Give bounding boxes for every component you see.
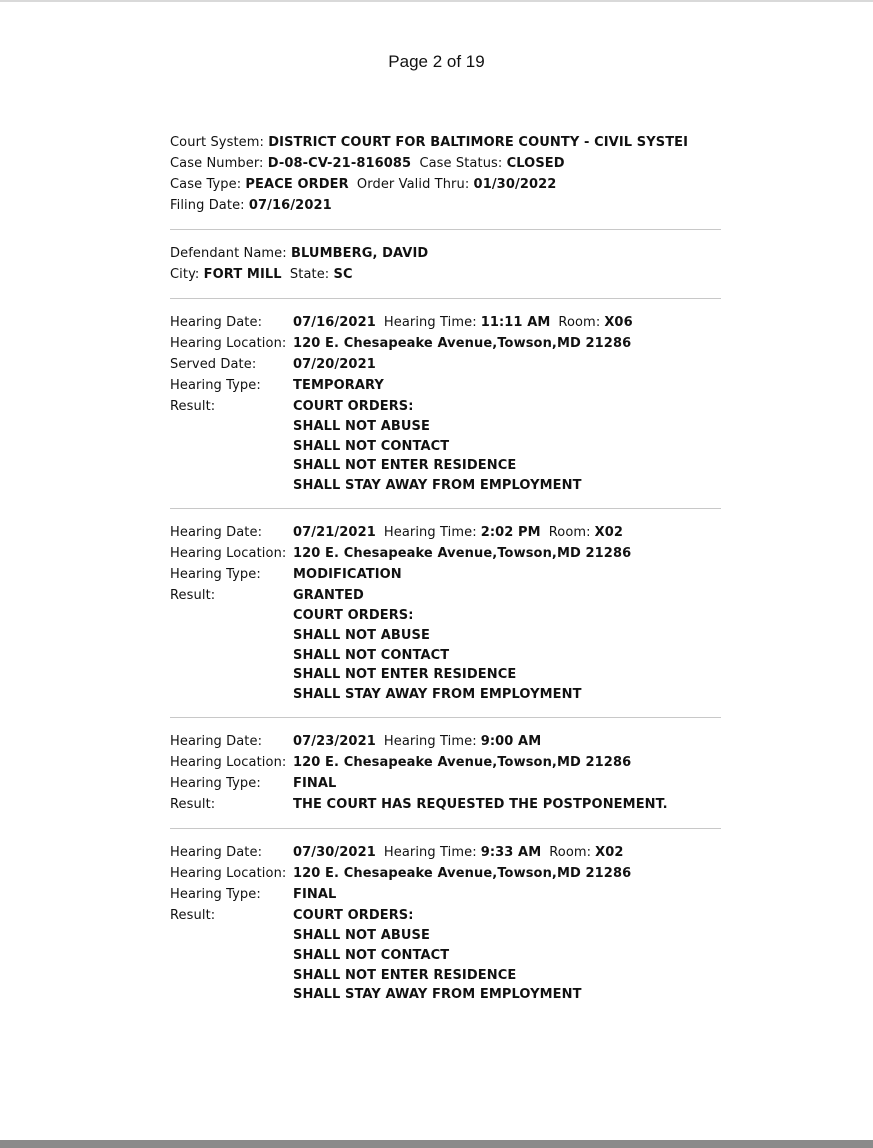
defendant-name-label: Defendant Name:	[170, 246, 287, 261]
hearing-date-row	[170, 312, 721, 333]
filing-date-value: 07/16/2021	[248, 198, 332, 213]
defendant-name-value: BLUMBERG, DAVID	[290, 246, 429, 261]
hearing-type-row	[170, 375, 721, 396]
case-document	[170, 132, 721, 1005]
hearing-location-label: Hearing Location:	[170, 546, 287, 562]
hearing-time-value: 9:00 AM	[480, 734, 542, 750]
served-date-label: Served Date:	[170, 357, 257, 372]
order-valid-value: 01/30/2022	[473, 177, 557, 192]
case-status-label: Case Status:	[419, 156, 503, 171]
order-valid-label: Order Valid Thru:	[356, 177, 470, 192]
hearing-type-value: FINAL	[293, 776, 337, 792]
hearing-location-label: Hearing Location:	[170, 336, 287, 351]
hearing-type-label: Hearing Type:	[170, 567, 261, 583]
hearing-type-row	[170, 564, 721, 585]
result-line: SHALL NOT CONTACT	[293, 438, 450, 454]
result-line: GRANTED	[293, 588, 364, 604]
served-date-row	[170, 354, 721, 375]
hearing-location-value: 120 E. Chesapeake Avenue,Towson,MD 21286	[293, 755, 632, 771]
result-line: SHALL NOT CONTACT	[293, 947, 450, 963]
hearing-location-value: 120 E. Chesapeake Avenue,Towson,MD 21286	[293, 336, 632, 351]
result-lines	[293, 606, 721, 704]
result-line: SHALL STAY AWAY FROM EMPLOYMENT	[293, 477, 582, 493]
court-system-value: DISTRICT COURT FOR BALTIMORE COUNTY - CIVIL SYSTEI	[268, 135, 689, 150]
hearing-time-value: 9:33 AM	[480, 845, 542, 861]
result-line: SHALL STAY AWAY FROM EMPLOYMENT	[293, 686, 582, 702]
hearing-date-value: 07/21/2021	[293, 525, 376, 541]
state-label: State:	[289, 267, 330, 282]
window-bottom-bar	[0, 1140, 873, 1148]
result-row	[170, 396, 721, 417]
hearing-location-label: Hearing Location:	[170, 866, 287, 882]
case-number-label: Case Number:	[170, 156, 264, 171]
result-row	[170, 905, 721, 926]
hearing-location-row	[170, 543, 721, 564]
hearing-date-row	[170, 842, 721, 863]
hearing-time-value: 11:11 AM	[480, 315, 551, 330]
hearing-section	[170, 312, 721, 495]
section-divider	[170, 298, 721, 299]
hearing-location-value: 120 E. Chesapeake Avenue,Towson,MD 21286	[293, 866, 632, 882]
city-label: City:	[170, 267, 200, 282]
filing-date-label: Filing Date:	[170, 198, 245, 213]
result-lines	[293, 417, 721, 495]
hearing-location-row	[170, 863, 721, 884]
top-border	[0, 0, 873, 2]
result-label: Result:	[170, 588, 216, 604]
court-system-line	[170, 132, 721, 153]
result-line: SHALL NOT ENTER RESIDENCE	[293, 458, 517, 474]
filing-date-line	[170, 195, 721, 216]
result-line: SHALL NOT CONTACT	[293, 647, 450, 663]
room-label: Room:	[558, 315, 601, 330]
case-type-line	[170, 174, 721, 195]
room-value: X02	[594, 525, 624, 541]
result-label: Result:	[170, 399, 216, 414]
result-line: COURT ORDERS:	[293, 908, 414, 924]
result-line: SHALL STAY AWAY FROM EMPLOYMENT	[293, 987, 582, 1003]
hearing-time-label: Hearing Time:	[383, 315, 477, 330]
hearing-date-label: Hearing Date:	[170, 315, 263, 330]
result-line: SHALL NOT ENTER RESIDENCE	[293, 667, 517, 683]
hearing-location-row	[170, 333, 721, 354]
result-line: SHALL NOT ABUSE	[293, 419, 430, 434]
hearing-date-value: 07/23/2021	[293, 734, 376, 750]
defendant-section	[170, 243, 721, 285]
hearing-type-row	[170, 773, 721, 794]
section-divider	[170, 229, 721, 230]
hearing-type-value: FINAL	[293, 887, 337, 903]
section-divider	[170, 717, 721, 718]
case-type-value: PEACE ORDER	[245, 177, 349, 192]
hearing-location-value: 120 E. Chesapeake Avenue,Towson,MD 21286	[293, 546, 632, 562]
hearing-type-label: Hearing Type:	[170, 776, 261, 792]
hearing-section	[170, 842, 721, 1004]
hearing-type-value: MODIFICATION	[293, 567, 402, 583]
case-number-value: D-08-CV-21-816085	[267, 156, 412, 171]
result-line: SHALL NOT ABUSE	[293, 928, 430, 944]
result-line: COURT ORDERS:	[293, 608, 414, 624]
hearing-type-value: TEMPORARY	[293, 378, 384, 393]
case-number-line	[170, 153, 721, 174]
result-line: THE COURT HAS REQUESTED THE POSTPONEMENT.	[293, 797, 668, 813]
hearing-time-label: Hearing Time:	[383, 845, 477, 861]
result-line: SHALL NOT ABUSE	[293, 627, 430, 643]
result-label: Result:	[170, 908, 216, 924]
hearing-date-value: 07/30/2021	[293, 845, 376, 861]
section-divider	[170, 828, 721, 829]
case-status-value: CLOSED	[506, 156, 565, 171]
hearing-section	[170, 731, 721, 815]
result-label: Result:	[170, 797, 216, 813]
result-row	[170, 794, 721, 815]
hearing-date-row	[170, 522, 721, 543]
hearing-location-label: Hearing Location:	[170, 755, 287, 771]
room-label: Room:	[548, 525, 591, 541]
section-divider	[170, 508, 721, 509]
result-line: SHALL NOT ENTER RESIDENCE	[293, 967, 517, 983]
hearing-date-value: 07/16/2021	[293, 315, 376, 330]
hearing-date-label: Hearing Date:	[170, 845, 263, 861]
hearing-time-value: 2:02 PM	[480, 525, 541, 541]
hearing-date-label: Hearing Date:	[170, 734, 263, 750]
room-value: X06	[604, 315, 633, 330]
result-lines	[293, 926, 721, 1004]
hearing-time-label: Hearing Time:	[383, 734, 477, 750]
case-info-section	[170, 132, 721, 216]
court-system-label: Court System:	[170, 135, 265, 150]
hearing-section	[170, 522, 721, 704]
hearing-date-label: Hearing Date:	[170, 525, 263, 541]
hearing-location-row	[170, 752, 721, 773]
hearing-type-row	[170, 884, 721, 905]
hearing-date-row	[170, 731, 721, 752]
hearing-type-label: Hearing Type:	[170, 887, 261, 903]
result-line: COURT ORDERS:	[293, 399, 414, 414]
defendant-location-line	[170, 264, 721, 285]
result-row	[170, 585, 721, 606]
case-type-label: Case Type:	[170, 177, 242, 192]
hearing-time-label: Hearing Time:	[383, 525, 477, 541]
state-value: SC	[333, 267, 353, 282]
room-label: Room:	[549, 845, 592, 861]
page-number: Page 2 of 19	[388, 52, 485, 71]
city-value: FORT MILL	[203, 267, 282, 282]
served-date-value: 07/20/2021	[293, 357, 376, 372]
defendant-name-line	[170, 243, 721, 264]
room-value: X02	[595, 845, 624, 861]
hearing-type-label: Hearing Type:	[170, 378, 261, 393]
